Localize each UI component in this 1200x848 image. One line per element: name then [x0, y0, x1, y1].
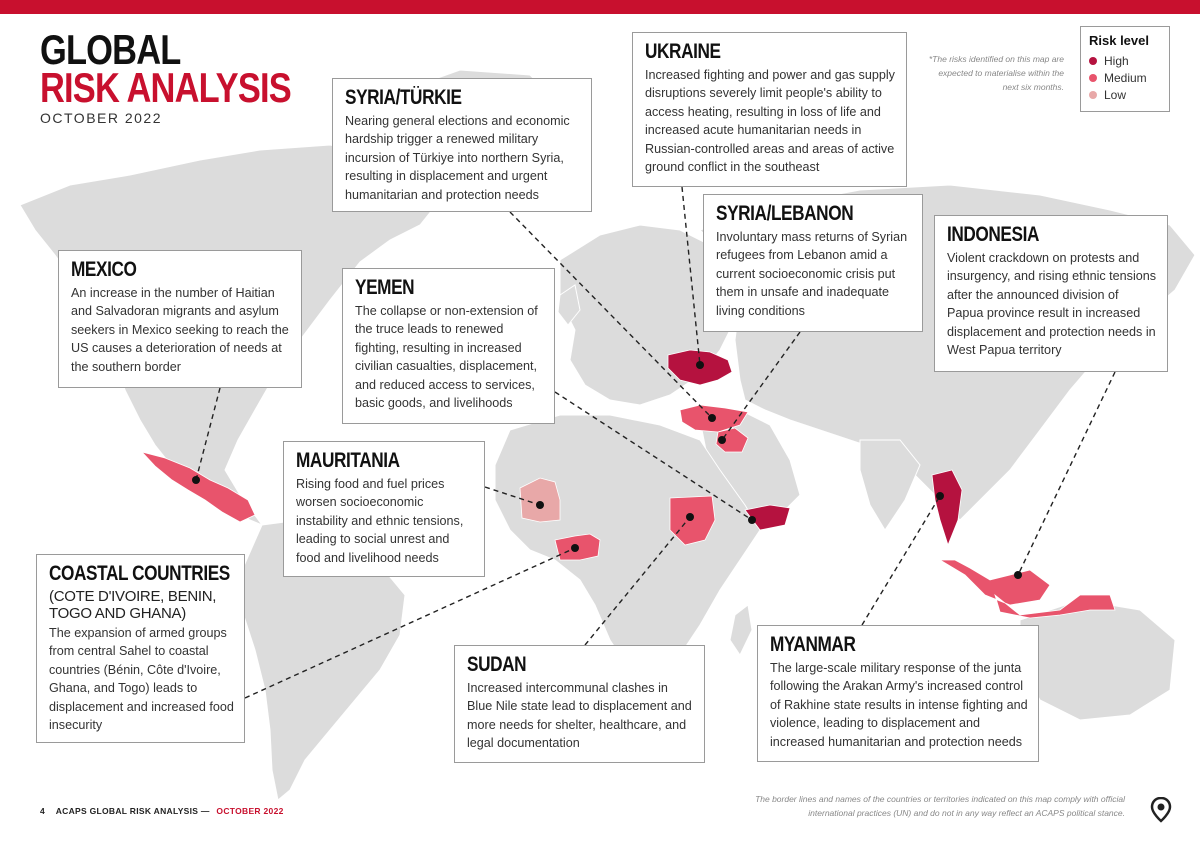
box-syria-lebanon — [703, 194, 923, 332]
legend-swatch-low — [1089, 91, 1097, 99]
box-text: The expansion of armed groups from central Sahel to coastal countries (Bénin, Côte d'Ivoire, Ghana, and Togo) leads to displacement and increased food insecurity — [49, 626, 234, 733]
box-text: Nearing general elections and economic hardship trigger a renewed military incursion of Türkiye into northern Syria, resulting in displacement and urgent humanitarian and protection needs — [345, 114, 570, 202]
box-myanmar — [757, 625, 1039, 762]
box-text: Increased intercommunal clashes in Blue Nile state lead to displacement and more needs for shelter, healthcare, and legal documentation — [467, 681, 692, 751]
footer-disclaimer: The border lines and names of the countries or territories indicated on this map comply with official international practices (UN) and do not in any way reflect an ACAPS political stance. — [755, 794, 1125, 818]
box-sudan — [454, 645, 705, 763]
box-title: MAURITANIA — [296, 449, 400, 472]
land-madagascar — [730, 605, 752, 655]
marker-ukraine — [696, 361, 704, 369]
box-text: The collapse or non-extension of the truce leads to renewed fighting, resulting in increased civilian casualties, displacement, and reduced access to services, basic goods, and livelihoods — [355, 304, 538, 411]
risk-legend — [1080, 26, 1170, 112]
box-title: SUDAN — [467, 653, 527, 676]
box-text: Increased fighting and power and gas supply disruptions severely limit people's ability to access heating, resulting in loss of life and increased acute humanitarian needs in Russian-controlled areas and areas of active ground conflict in the southeast — [645, 68, 895, 175]
box-text: Rising food and fuel prices worsen socioeconomic instability and ethnic tensions, leading to social unrest and food and livelihood needs — [296, 477, 464, 565]
country-mauritania — [520, 478, 560, 522]
report-date: OCTOBER 2022 — [40, 110, 163, 126]
country-indonesia — [940, 560, 1115, 618]
publication-name: ACAPS GLOBAL RISK ANALYSIS — — [55, 806, 210, 816]
box-title: MEXICO — [71, 258, 137, 281]
legend-item-high: High — [1089, 52, 1161, 69]
box-ukraine — [632, 32, 907, 187]
box-title: SYRIA/TÜRKIE — [345, 86, 462, 109]
box-title: INDONESIA — [947, 223, 1039, 246]
country-myanmar — [932, 470, 962, 545]
marker-yemen — [748, 516, 756, 524]
land-india — [860, 440, 920, 530]
page-number: 4 — [40, 806, 46, 816]
footer-publication — [40, 806, 284, 816]
legend-title: Risk level — [1089, 33, 1149, 48]
connector-myanmar — [862, 496, 940, 625]
legend-item-low: Low — [1089, 86, 1161, 103]
marker-syria-turkiye — [708, 414, 716, 422]
box-title: YEMEN — [355, 276, 415, 299]
legend-item-medium: Medium — [1089, 69, 1161, 86]
legend-swatch-medium — [1089, 74, 1097, 82]
box-indonesia — [934, 215, 1168, 372]
marker-myanmar — [936, 492, 944, 500]
box-text: Violent crackdown on protests and insurgency, and rising ethnic tensions after the announced division of Papua province result in increased displacement and protection needs in West Papua territory — [947, 251, 1157, 358]
box-syria-turkiye — [332, 78, 592, 212]
marker-sudan — [686, 513, 694, 521]
publication-date: OCTOBER 2022 — [216, 806, 284, 816]
box-text: An increase in the number of Haitian and Salvadoran migrants and asylum seekers in Mexico seeking to reach the US causes a deterioration of needs at the southern border — [71, 286, 289, 374]
land-australia — [1020, 600, 1175, 720]
marker-coastal — [571, 544, 579, 552]
box-text: Involuntary mass returns of Syrian refugees from Lebanon amid a current socioeconomic crisis put them in unsafe and inadequate living conditions — [716, 230, 908, 318]
box-yemen — [342, 268, 555, 424]
box-title: SYRIA/LEBANON — [716, 202, 854, 225]
box-coastal-countries — [36, 554, 245, 743]
box-text: The large-scale military response of the junta following the Arakan Army's increased control of Rakhine state results in intense fighting and violence, leading to displacement and increased humanitarian and protection needs — [770, 661, 1028, 749]
box-mexico — [58, 250, 302, 388]
box-subtitle: (COTE D'IVOIRE, BENIN, TOGO AND GHANA) — [49, 588, 217, 622]
marker-indonesia — [1014, 571, 1022, 579]
marker-mauritania — [536, 501, 544, 509]
legend-swatch-high — [1089, 57, 1097, 65]
box-title: UKRAINE — [645, 40, 721, 63]
box-title: COASTAL COUNTRIES — [49, 562, 230, 585]
risk-note: *The risks identified on this map are expected to materialise within the next six months. — [928, 54, 1064, 92]
box-title: MYANMAR — [770, 633, 856, 656]
location-pin-icon — [1150, 797, 1172, 823]
marker-syria-lebanon — [718, 436, 726, 444]
box-mauritania — [283, 441, 485, 577]
title-line-1: GLOBAL — [40, 26, 181, 73]
title-line-2: RISK ANALYSIS — [40, 64, 291, 111]
marker-mexico — [192, 476, 200, 484]
